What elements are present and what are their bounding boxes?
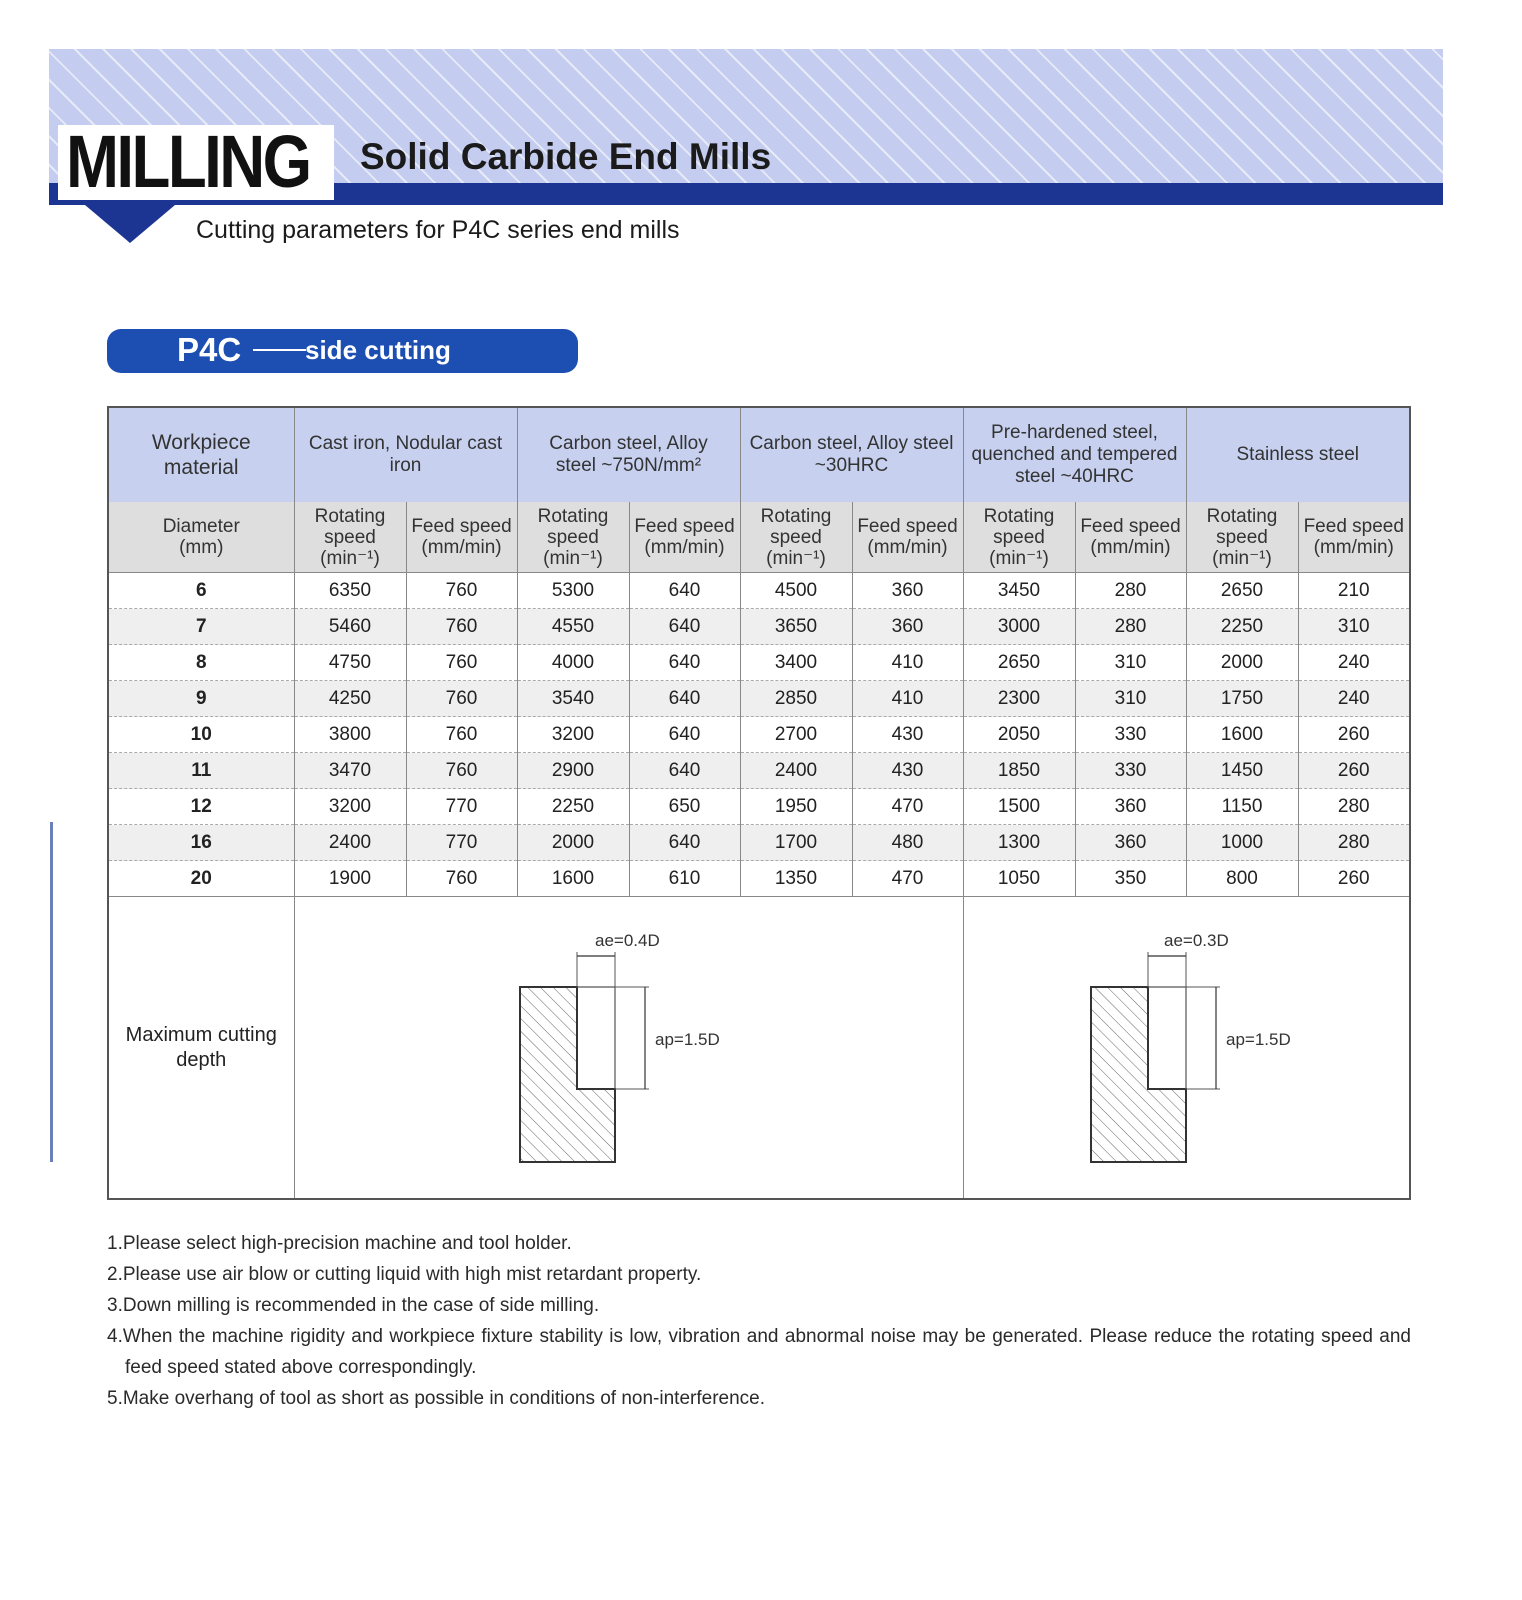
feed-speed-cell: 770 bbox=[406, 789, 517, 825]
max-depth-row bbox=[108, 897, 1410, 1200]
material-header-text: Carbon steel, Alloy steel ~750N/mm² bbox=[549, 433, 708, 476]
material-header: Pre-hardened steel, quenched and tempered steel ~40HRC bbox=[963, 407, 1186, 502]
section-label: side cutting bbox=[305, 335, 451, 365]
note-item: 3.Down milling is recommended in the case of side milling. bbox=[107, 1295, 600, 1316]
note-item: 2.Please use air blow or cutting liquid with high mist retardant property. bbox=[107, 1264, 702, 1285]
rotating-speed-cell: 3000 bbox=[963, 609, 1075, 645]
table-row bbox=[108, 717, 1410, 753]
feed-speed-cell: 480 bbox=[852, 825, 963, 861]
feed-speed-cell: 280 bbox=[1298, 789, 1410, 825]
feed-speed-header: Feed speed (mm/min) bbox=[406, 502, 517, 573]
feed-speed-cell: 240 bbox=[1298, 645, 1410, 681]
feed-speed-cell: 310 bbox=[1075, 645, 1186, 681]
rotating-speed-cell: 1450 bbox=[1186, 753, 1298, 789]
rotating-speed-cell: 1500 bbox=[963, 789, 1075, 825]
rotating-speed-cell: 2250 bbox=[1186, 609, 1298, 645]
feed-speed-cell: 650 bbox=[629, 789, 740, 825]
table-row bbox=[108, 789, 1410, 825]
rotating-speed-cell: 3540 bbox=[517, 681, 629, 717]
rotating-speed-cell: 5460 bbox=[294, 609, 406, 645]
feed-speed-cell: 330 bbox=[1075, 753, 1186, 789]
feed-speed-cell: 330 bbox=[1075, 717, 1186, 753]
table-row bbox=[108, 753, 1410, 789]
rotating-speed-cell: 3200 bbox=[294, 789, 406, 825]
rotating-speed-cell: 2400 bbox=[294, 825, 406, 861]
rotating-speed-cell: 2650 bbox=[963, 645, 1075, 681]
note-item: 1.Please select high-precision machine and tool holder. bbox=[107, 1233, 572, 1254]
rotating-speed-header: Rotating speed (min⁻¹) bbox=[963, 502, 1075, 573]
feed-speed-header: Feed speed (mm/min) bbox=[1298, 502, 1410, 573]
rotating-speed-cell: 4500 bbox=[740, 573, 852, 609]
note-item: 4.When the machine rigidity and workpiece fixture stability is low, vibration and abnormal noise may be generated. Please reduce the rotating speed and feed speed stated above correspondingly. bbox=[107, 1326, 1411, 1378]
feed-speed-cell: 610 bbox=[629, 861, 740, 897]
diameter-cell: 6 bbox=[108, 573, 294, 609]
feed-speed-cell: 760 bbox=[406, 645, 517, 681]
rotating-speed-cell: 2300 bbox=[963, 681, 1075, 717]
workpiece-section bbox=[520, 987, 615, 1162]
feed-speed-cell: 260 bbox=[1298, 861, 1410, 897]
feed-speed-cell: 210 bbox=[1298, 573, 1410, 609]
rotating-speed-cell: 2250 bbox=[517, 789, 629, 825]
diagram-cell-right bbox=[963, 897, 1410, 1200]
rotating-speed-cell: 3800 bbox=[294, 717, 406, 753]
rotating-speed-cell: 1950 bbox=[740, 789, 852, 825]
material-header bbox=[517, 407, 740, 502]
feed-speed-cell: 280 bbox=[1075, 573, 1186, 609]
feed-speed-cell: 760 bbox=[406, 573, 517, 609]
rotating-speed-cell: 1900 bbox=[294, 861, 406, 897]
feed-speed-cell: 760 bbox=[406, 681, 517, 717]
rotating-speed-cell: 5300 bbox=[517, 573, 629, 609]
section-code: P4C bbox=[177, 331, 242, 368]
feed-speed-header: Feed speed (mm/min) bbox=[629, 502, 740, 573]
depth-diagram-left bbox=[297, 897, 967, 1198]
diameter-cell: 8 bbox=[108, 645, 294, 681]
feed-speed-cell: 360 bbox=[1075, 825, 1186, 861]
feed-speed-cell: 640 bbox=[629, 825, 740, 861]
page-title: Solid Carbide End Mills bbox=[360, 136, 772, 177]
max-depth-label bbox=[108, 897, 294, 1200]
rotating-speed-header: Rotating speed (min⁻¹) bbox=[1186, 502, 1298, 573]
rotating-speed-cell: 3450 bbox=[963, 573, 1075, 609]
rotating-speed-cell: 2000 bbox=[1186, 645, 1298, 681]
feed-speed-cell: 240 bbox=[1298, 681, 1410, 717]
table-row bbox=[108, 681, 1410, 717]
speed-header-row bbox=[108, 502, 1410, 573]
feed-speed-cell: 280 bbox=[1298, 825, 1410, 861]
feed-speed-cell: 760 bbox=[406, 861, 517, 897]
feed-speed-cell: 360 bbox=[1075, 789, 1186, 825]
workpiece-material-header: Workpiece material bbox=[108, 407, 294, 502]
rotating-speed-cell: 1150 bbox=[1186, 789, 1298, 825]
rotating-speed-cell: 2700 bbox=[740, 717, 852, 753]
feed-speed-cell: 640 bbox=[629, 717, 740, 753]
page-subtitle: Cutting parameters for P4C series end mills bbox=[196, 216, 680, 244]
feed-speed-cell: 470 bbox=[852, 861, 963, 897]
rotating-speed-cell: 2400 bbox=[740, 753, 852, 789]
diagram-cell-left bbox=[294, 897, 963, 1200]
rotating-speed-cell: 1000 bbox=[1186, 825, 1298, 861]
rotating-speed-cell: 800 bbox=[1186, 861, 1298, 897]
rotating-speed-cell: 6350 bbox=[294, 573, 406, 609]
feed-speed-cell: 360 bbox=[852, 573, 963, 609]
rotating-speed-cell: 3200 bbox=[517, 717, 629, 753]
feed-speed-cell: 280 bbox=[1075, 609, 1186, 645]
rotating-speed-cell: 4250 bbox=[294, 681, 406, 717]
table-row bbox=[108, 609, 1410, 645]
feed-speed-cell: 260 bbox=[1298, 753, 1410, 789]
rotating-speed-cell: 1050 bbox=[963, 861, 1075, 897]
notes-list bbox=[107, 1228, 1411, 1414]
rotating-speed-cell: 4000 bbox=[517, 645, 629, 681]
rotating-speed-cell: 1600 bbox=[1186, 717, 1298, 753]
rotating-speed-cell: 4550 bbox=[517, 609, 629, 645]
material-header-row bbox=[108, 407, 1410, 502]
rotating-speed-cell: 3470 bbox=[294, 753, 406, 789]
feed-speed-cell: 760 bbox=[406, 753, 517, 789]
material-header: Stainless steel bbox=[1186, 407, 1410, 502]
rotating-speed-cell: 1600 bbox=[517, 861, 629, 897]
cut-outline bbox=[1148, 987, 1186, 1089]
rotating-speed-cell: 1300 bbox=[963, 825, 1075, 861]
feed-speed-cell: 640 bbox=[629, 609, 740, 645]
feed-speed-header: Feed speed (mm/min) bbox=[1075, 502, 1186, 573]
rotating-speed-header: Rotating speed (min⁻¹) bbox=[740, 502, 852, 573]
diameter-cell: 16 bbox=[108, 825, 294, 861]
table-row bbox=[108, 861, 1410, 897]
feed-speed-cell: 640 bbox=[629, 645, 740, 681]
feed-speed-cell: 470 bbox=[852, 789, 963, 825]
note-item: 5.Make overhang of tool as short as possible in conditions of non-interference. bbox=[107, 1388, 765, 1409]
feed-speed-cell: 410 bbox=[852, 645, 963, 681]
material-header: Cast iron, Nodular cast iron bbox=[294, 407, 517, 502]
feed-speed-cell: 350 bbox=[1075, 861, 1186, 897]
table-row bbox=[108, 825, 1410, 861]
diameter-cell: 10 bbox=[108, 717, 294, 753]
section-pill bbox=[107, 329, 578, 373]
material-header-text: Carbon steel, Alloy steel ~30HRC bbox=[749, 433, 954, 476]
diameter-cell: 9 bbox=[108, 681, 294, 717]
rotating-speed-cell: 4750 bbox=[294, 645, 406, 681]
rotating-speed-cell: 2050 bbox=[963, 717, 1075, 753]
rotating-speed-cell: 3650 bbox=[740, 609, 852, 645]
rotating-speed-header: Rotating speed (min⁻¹) bbox=[294, 502, 406, 573]
feed-speed-cell: 360 bbox=[852, 609, 963, 645]
rotating-speed-cell: 1700 bbox=[740, 825, 852, 861]
cutting-parameters-table bbox=[107, 406, 1411, 1200]
rotating-speed-cell: 1850 bbox=[963, 753, 1075, 789]
table-row bbox=[108, 573, 1410, 609]
depth-diagram-right bbox=[966, 897, 1412, 1198]
milling-logo: MILLING bbox=[66, 120, 310, 203]
feed-speed-cell: 310 bbox=[1298, 609, 1410, 645]
table-body bbox=[108, 573, 1410, 1200]
rotating-speed-cell: 2900 bbox=[517, 753, 629, 789]
feed-speed-cell: 430 bbox=[852, 717, 963, 753]
feed-speed-cell: 260 bbox=[1298, 717, 1410, 753]
diameter-header: Diameter (mm) bbox=[108, 502, 294, 573]
feed-speed-cell: 760 bbox=[406, 717, 517, 753]
rotating-speed-header: Rotating speed (min⁻¹) bbox=[517, 502, 629, 573]
diameter-cell: 12 bbox=[108, 789, 294, 825]
rotating-speed-cell: 1750 bbox=[1186, 681, 1298, 717]
cut-outline bbox=[577, 987, 615, 1089]
diameter-cell: 20 bbox=[108, 861, 294, 897]
diameter-cell: 7 bbox=[108, 609, 294, 645]
max-depth-label-text: Maximum cutting depth bbox=[125, 1023, 277, 1071]
rotating-speed-cell: 3400 bbox=[740, 645, 852, 681]
rotating-speed-cell: 2850 bbox=[740, 681, 852, 717]
feed-speed-cell: 640 bbox=[629, 753, 740, 789]
feed-speed-cell: 640 bbox=[629, 681, 740, 717]
feed-speed-cell: 410 bbox=[852, 681, 963, 717]
rotating-speed-cell: 2000 bbox=[517, 825, 629, 861]
workpiece-section bbox=[1091, 987, 1186, 1162]
left-edge-strip bbox=[50, 822, 53, 1162]
ae-label: ae=0.4D bbox=[594, 931, 660, 950]
rotating-speed-cell: 1350 bbox=[740, 861, 852, 897]
feed-speed-cell: 430 bbox=[852, 753, 963, 789]
diameter-cell: 11 bbox=[108, 753, 294, 789]
feed-speed-cell: 770 bbox=[406, 825, 517, 861]
feed-speed-cell: 760 bbox=[406, 609, 517, 645]
feed-speed-cell: 640 bbox=[629, 573, 740, 609]
ap-label: ap=1.5D bbox=[1225, 1030, 1291, 1049]
section-dash bbox=[253, 349, 306, 351]
header-pointer-triangle bbox=[85, 205, 175, 243]
rotating-speed-cell: 2650 bbox=[1186, 573, 1298, 609]
feed-speed-header: Feed speed (mm/min) bbox=[852, 502, 963, 573]
ae-label: ae=0.3D bbox=[1163, 931, 1229, 950]
table-row bbox=[108, 645, 1410, 681]
material-header bbox=[740, 407, 963, 502]
feed-speed-cell: 310 bbox=[1075, 681, 1186, 717]
ap-label: ap=1.5D bbox=[654, 1030, 720, 1049]
